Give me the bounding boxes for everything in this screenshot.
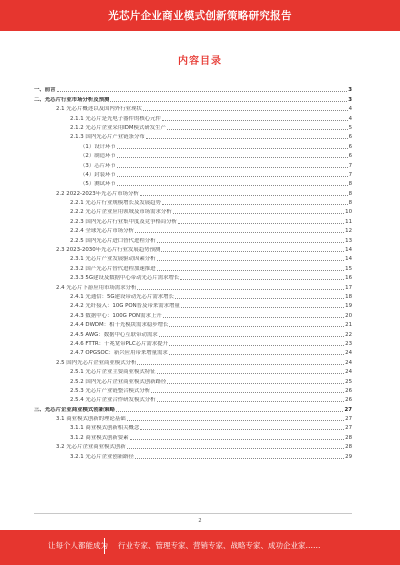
footer-separator xyxy=(104,538,105,554)
toc-entry-page: 7 xyxy=(348,171,352,178)
toc-entry-label: （3）芯片环节 xyxy=(80,162,116,169)
toc-entry-label: 2.5.3 光芯片产业链整合模式分析 xyxy=(70,387,151,394)
toc-entry-label: 2.2.3 国内光芯片行业集中度及竞争格局分析 xyxy=(70,218,178,225)
toc-entry-page: 10 xyxy=(345,209,352,216)
toc-leader-dots xyxy=(161,251,344,252)
toc-entry-label: 一、前言 xyxy=(34,87,56,94)
toc-entry-page: 21 xyxy=(345,322,352,329)
toc-entry-page: 15 xyxy=(345,265,352,272)
toc-leader-dots xyxy=(157,270,345,271)
toc-entry[interactable] xyxy=(34,160,352,169)
toc-leader-dots xyxy=(178,223,344,224)
toc-entry-label: 2.5 国内光芯片企业商业模式分析 xyxy=(56,359,137,366)
toc-entry-label: 2.1.1 光芯片是光电子器件的核心元件 xyxy=(70,115,161,122)
toc-entry[interactable] xyxy=(34,94,352,103)
toc-entry[interactable] xyxy=(34,376,352,385)
toc-entry[interactable] xyxy=(34,132,352,141)
toc-entry-page: 8 xyxy=(348,181,352,188)
toc-entry-label: 2.4.7 OPGSOC：新兴应用带来增量需求 xyxy=(70,350,168,357)
toc-entry[interactable] xyxy=(34,263,352,272)
toc-leader-dots xyxy=(117,157,348,158)
report-title: 光芯片企业商业模式创新策略研究报告 xyxy=(108,10,292,22)
toc-entry[interactable] xyxy=(34,226,352,235)
toc-entry[interactable] xyxy=(34,245,352,254)
toc-entry-page: 23 xyxy=(345,340,352,347)
toc-entry-label: （4）封装环节 xyxy=(80,171,116,178)
toc-entry-page: 25 xyxy=(345,378,352,385)
toc-entry-label: 2.4.4 DWDM：相干光模块需求稳步增长 xyxy=(70,322,169,329)
toc-entry[interactable] xyxy=(34,348,352,357)
toc-entry-label: 2.1 光芯片概述以及国内外行业现状 xyxy=(56,106,142,113)
toc-leader-dots xyxy=(157,401,345,402)
toc-leader-dots xyxy=(57,91,348,92)
table-of-contents xyxy=(34,85,352,461)
toc-entry-label: 2.4.6 FTTR：千兆宽带PLC芯片需求提升 xyxy=(70,340,168,347)
toc-entry[interactable] xyxy=(34,292,352,301)
toc-leader-dots xyxy=(162,204,348,205)
toc-leader-dots xyxy=(157,373,345,374)
toc-entry-page: 12 xyxy=(345,228,352,235)
toc-leader-dots xyxy=(137,364,344,365)
toc-entry-page: 11 xyxy=(345,218,352,225)
footer-slogan-right: 行业专家、管理专家、营销专家、战略专家、成功企业家…… xyxy=(118,541,321,550)
toc-entry-page: 27 xyxy=(344,406,352,413)
toc-entry-page: 28 xyxy=(345,444,352,451)
toc-leader-dots xyxy=(173,213,344,214)
toc-entry-page: 4 xyxy=(348,115,352,122)
toc-entry-page: 26 xyxy=(345,397,352,404)
toc-entry[interactable] xyxy=(34,104,352,113)
toc-entry-label: 2.1.3 国内光芯片产业链条分布 xyxy=(70,134,145,141)
toc-entry-label: 2.4.5 AWG：数据中心互联带动需求 xyxy=(70,331,158,338)
toc-entry-label: （1）设计环节 xyxy=(80,143,116,150)
toc-entry-page: 6 xyxy=(348,153,352,160)
toc-entry[interactable] xyxy=(34,404,352,413)
toc-leader-dots xyxy=(157,260,345,261)
footer-slogan-left: 让每个人都能成为 xyxy=(48,541,108,550)
toc-entry[interactable] xyxy=(34,113,352,122)
toc-entry-label: 2.4.3 数据中心：100G PON需求上升 xyxy=(70,312,162,319)
toc-leader-dots xyxy=(167,383,344,384)
toc-entry-page: 14 xyxy=(345,256,352,263)
toc-leader-dots xyxy=(117,148,348,149)
toc-entry[interactable] xyxy=(34,367,352,376)
toc-entry-page: 22 xyxy=(345,331,352,338)
toc-entry[interactable] xyxy=(34,329,352,338)
toc-leader-dots xyxy=(159,336,345,337)
toc-entry-page: 6 xyxy=(348,134,352,141)
toc-leader-dots xyxy=(162,120,348,121)
toc-leader-dots xyxy=(116,411,344,412)
toc-leader-dots xyxy=(181,307,344,308)
toc-entry[interactable] xyxy=(34,141,352,150)
toc-entry-page: 29 xyxy=(345,453,352,460)
toc-entry-page: 5 xyxy=(348,124,352,131)
toc-entry[interactable] xyxy=(34,254,352,263)
toc-entry-label: 2.4.2 光纤接入：10G PON普及带来需求增量 xyxy=(70,303,180,310)
toc-entry[interactable] xyxy=(34,282,352,291)
toc-leader-dots xyxy=(169,345,344,346)
toc-entry-page: 20 xyxy=(345,312,352,319)
toc-heading: 内容目录 xyxy=(178,56,222,67)
toc-entry[interactable] xyxy=(34,432,352,441)
toc-entry-page: 18 xyxy=(345,293,352,300)
toc-leader-dots xyxy=(169,326,344,327)
toc-entry-page: 26 xyxy=(345,387,352,394)
toc-entry-label: （2）制造环节 xyxy=(80,153,116,160)
toc-entry-page: 3 xyxy=(348,87,352,94)
toc-entry-page: 8 xyxy=(348,200,352,207)
toc-entry-label: 3.2.1 光芯片企业创新路径 xyxy=(70,453,134,460)
toc-entry-label: 2.5.1 光芯片企业主要商业模式特征 xyxy=(70,369,156,376)
toc-leader-dots xyxy=(110,101,347,102)
toc-entry-label: 三、光芯片企业商业模式创新策略 xyxy=(34,406,115,413)
toc-entry-label: 2.2.5 国内光芯片进口替代进程分析 xyxy=(70,237,156,244)
toc-entry-page: 8 xyxy=(348,190,352,197)
toc-leader-dots xyxy=(117,185,348,186)
toc-entry[interactable] xyxy=(34,301,352,310)
toc-entry-page: 27 xyxy=(345,425,352,432)
toc-entry-label: 3.1.1 商业模式创新相关概念 xyxy=(70,425,140,432)
toc-entry-page: 28 xyxy=(345,434,352,441)
toc-entry[interactable] xyxy=(34,235,352,244)
toc-entry[interactable] xyxy=(34,423,352,432)
toc-entry-page: 24 xyxy=(345,359,352,366)
toc-entry[interactable] xyxy=(34,123,352,132)
toc-entry-page: 14 xyxy=(345,247,352,254)
toc-leader-dots xyxy=(135,458,344,459)
toc-entry[interactable] xyxy=(34,310,352,319)
toc-entry-page: 4 xyxy=(348,106,352,113)
toc-entry[interactable] xyxy=(34,395,352,404)
toc-entry-label: 2.2.4 全球光芯片市场分析 xyxy=(70,228,134,235)
toc-entry-label: 2.3.2 国产光芯片替代进程加速推进 xyxy=(70,265,156,272)
toc-entry[interactable] xyxy=(34,188,352,197)
toc-entry-label: 2.4 光芯片下游应用市场需求分析 xyxy=(56,284,137,291)
toc-entry-page: 24 xyxy=(345,369,352,376)
toc-entry[interactable] xyxy=(34,339,352,348)
toc-entry[interactable] xyxy=(34,151,352,160)
toc-leader-dots xyxy=(140,195,348,196)
footer-rule xyxy=(34,513,352,514)
toc-leader-dots xyxy=(163,317,344,318)
toc-entry[interactable] xyxy=(34,85,352,94)
toc-entry-page: 27 xyxy=(345,416,352,423)
toc-entry-page: 3 xyxy=(348,96,352,103)
toc-entry[interactable] xyxy=(34,320,352,329)
toc-entry-label: 2.2.2 光芯片企业应用领域及市场需求分析 xyxy=(70,209,172,216)
toc-entry-label: 2.2 2022-2023年光芯片市场分析 xyxy=(56,190,139,197)
toc-leader-dots xyxy=(157,242,345,243)
toc-entry-page: 7 xyxy=(348,162,352,169)
toc-entry[interactable] xyxy=(34,386,352,395)
header-divider xyxy=(0,31,400,33)
toc-entry[interactable] xyxy=(34,357,352,366)
toc-leader-dots xyxy=(140,429,344,430)
footer-bar xyxy=(0,530,400,565)
toc-entry-label: 2.1.2 光芯片企业采用IDM模式研发生产 xyxy=(70,124,166,131)
toc-leader-dots xyxy=(146,138,348,139)
toc-entry-label: 3.1 商业模式创新的理论基础 xyxy=(56,416,126,423)
toc-entry-page: 6 xyxy=(348,143,352,150)
toc-leader-dots xyxy=(127,448,345,449)
toc-entry-page: 13 xyxy=(345,237,352,244)
toc-entry-label: 3.2 光芯片企业商业模式创新 xyxy=(56,444,126,451)
toc-entry-label: 2.2.1 光芯片行业规模增长及发展趋势 xyxy=(70,200,161,207)
toc-entry[interactable] xyxy=(34,216,352,225)
toc-leader-dots xyxy=(130,439,345,440)
toc-leader-dots xyxy=(117,167,348,168)
toc-leader-dots xyxy=(175,298,344,299)
toc-entry[interactable] xyxy=(34,198,352,207)
toc-entry[interactable] xyxy=(34,207,352,216)
toc-entry-label: 2.4.1 光通信：5G建设带动光芯片需求增长 xyxy=(70,293,174,300)
toc-leader-dots xyxy=(117,176,348,177)
toc-entry[interactable] xyxy=(34,442,352,451)
toc-leader-dots xyxy=(137,289,344,290)
toc-entry-label: 2.5.4 光芯片企业合作研发模式分析 xyxy=(70,397,156,404)
toc-leader-dots xyxy=(127,420,345,421)
toc-entry-page: 17 xyxy=(345,284,352,291)
toc-entry[interactable] xyxy=(34,273,352,282)
toc-entry-label: （5）测试环节 xyxy=(80,181,116,188)
toc-leader-dots xyxy=(151,392,344,393)
page-number: 2 xyxy=(198,518,202,524)
toc-entry-page: 16 xyxy=(345,275,352,282)
toc-entry-page: 24 xyxy=(345,350,352,357)
toc-entry-label: 3.1.2 商业模式创新要素 xyxy=(70,434,129,441)
toc-leader-dots xyxy=(135,232,344,233)
toc-entry-label: 2.3.3 5G建设及数据中心带动光芯片需求增长 xyxy=(70,275,180,282)
toc-leader-dots xyxy=(180,279,344,280)
toc-entry[interactable] xyxy=(34,179,352,188)
toc-leader-dots xyxy=(167,129,348,130)
header-bar xyxy=(0,0,400,31)
toc-leader-dots xyxy=(143,110,348,111)
toc-entry-label: 二、光芯片行业市场分析及预测 xyxy=(34,96,110,103)
toc-entry-label: 2.3 2023-2030年光芯片行业发展趋势预测 xyxy=(56,247,161,254)
toc-entry[interactable] xyxy=(34,451,352,460)
toc-entry-label: 2.3.1 光芯片产业发展驱动因素分析 xyxy=(70,256,156,263)
toc-entry-page: 19 xyxy=(345,303,352,310)
toc-leader-dots xyxy=(169,354,344,355)
toc-entry[interactable] xyxy=(34,414,352,423)
toc-entry-label: 2.5.2 国内光芯片企业商业模式创新路径 xyxy=(70,378,167,385)
toc-entry[interactable] xyxy=(34,170,352,179)
